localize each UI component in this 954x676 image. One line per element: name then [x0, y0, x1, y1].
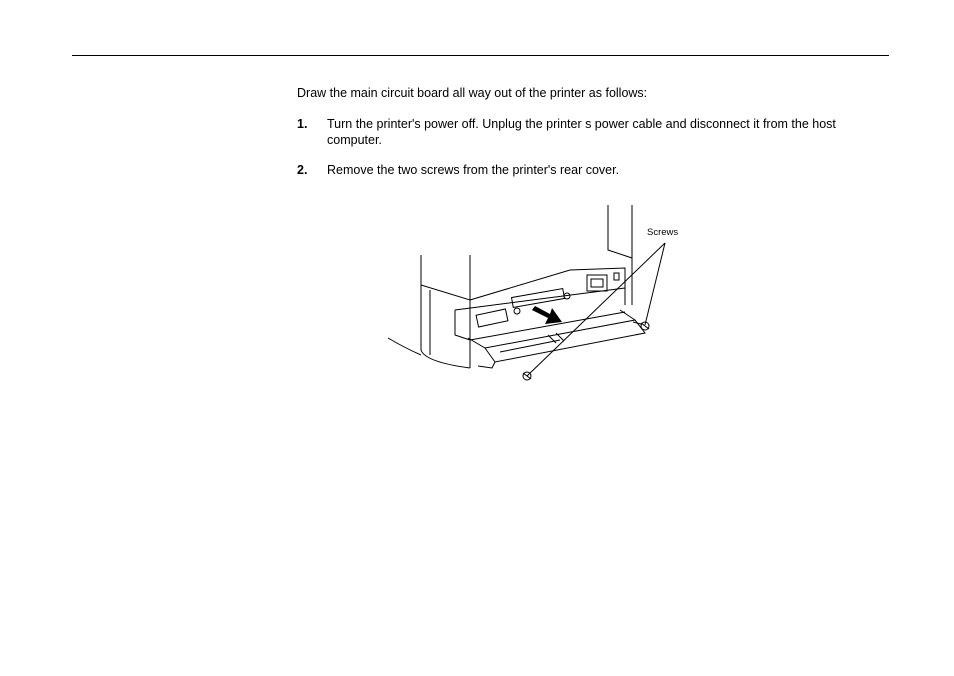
intro-paragraph: Draw the main circuit board all way out of the printer as follows:: [297, 86, 648, 100]
step-number: 1.: [297, 117, 308, 131]
header-rule: [72, 55, 889, 56]
step-text: Remove the two screws from the printer's rear cover.: [327, 163, 620, 177]
step-text: Turn the printer's power off. Unplug the printer s power cable and disconnect it from the host computer.: [327, 117, 836, 147]
screws-callout-label: Screws: [647, 227, 679, 238]
step-number: 2.: [297, 163, 308, 177]
